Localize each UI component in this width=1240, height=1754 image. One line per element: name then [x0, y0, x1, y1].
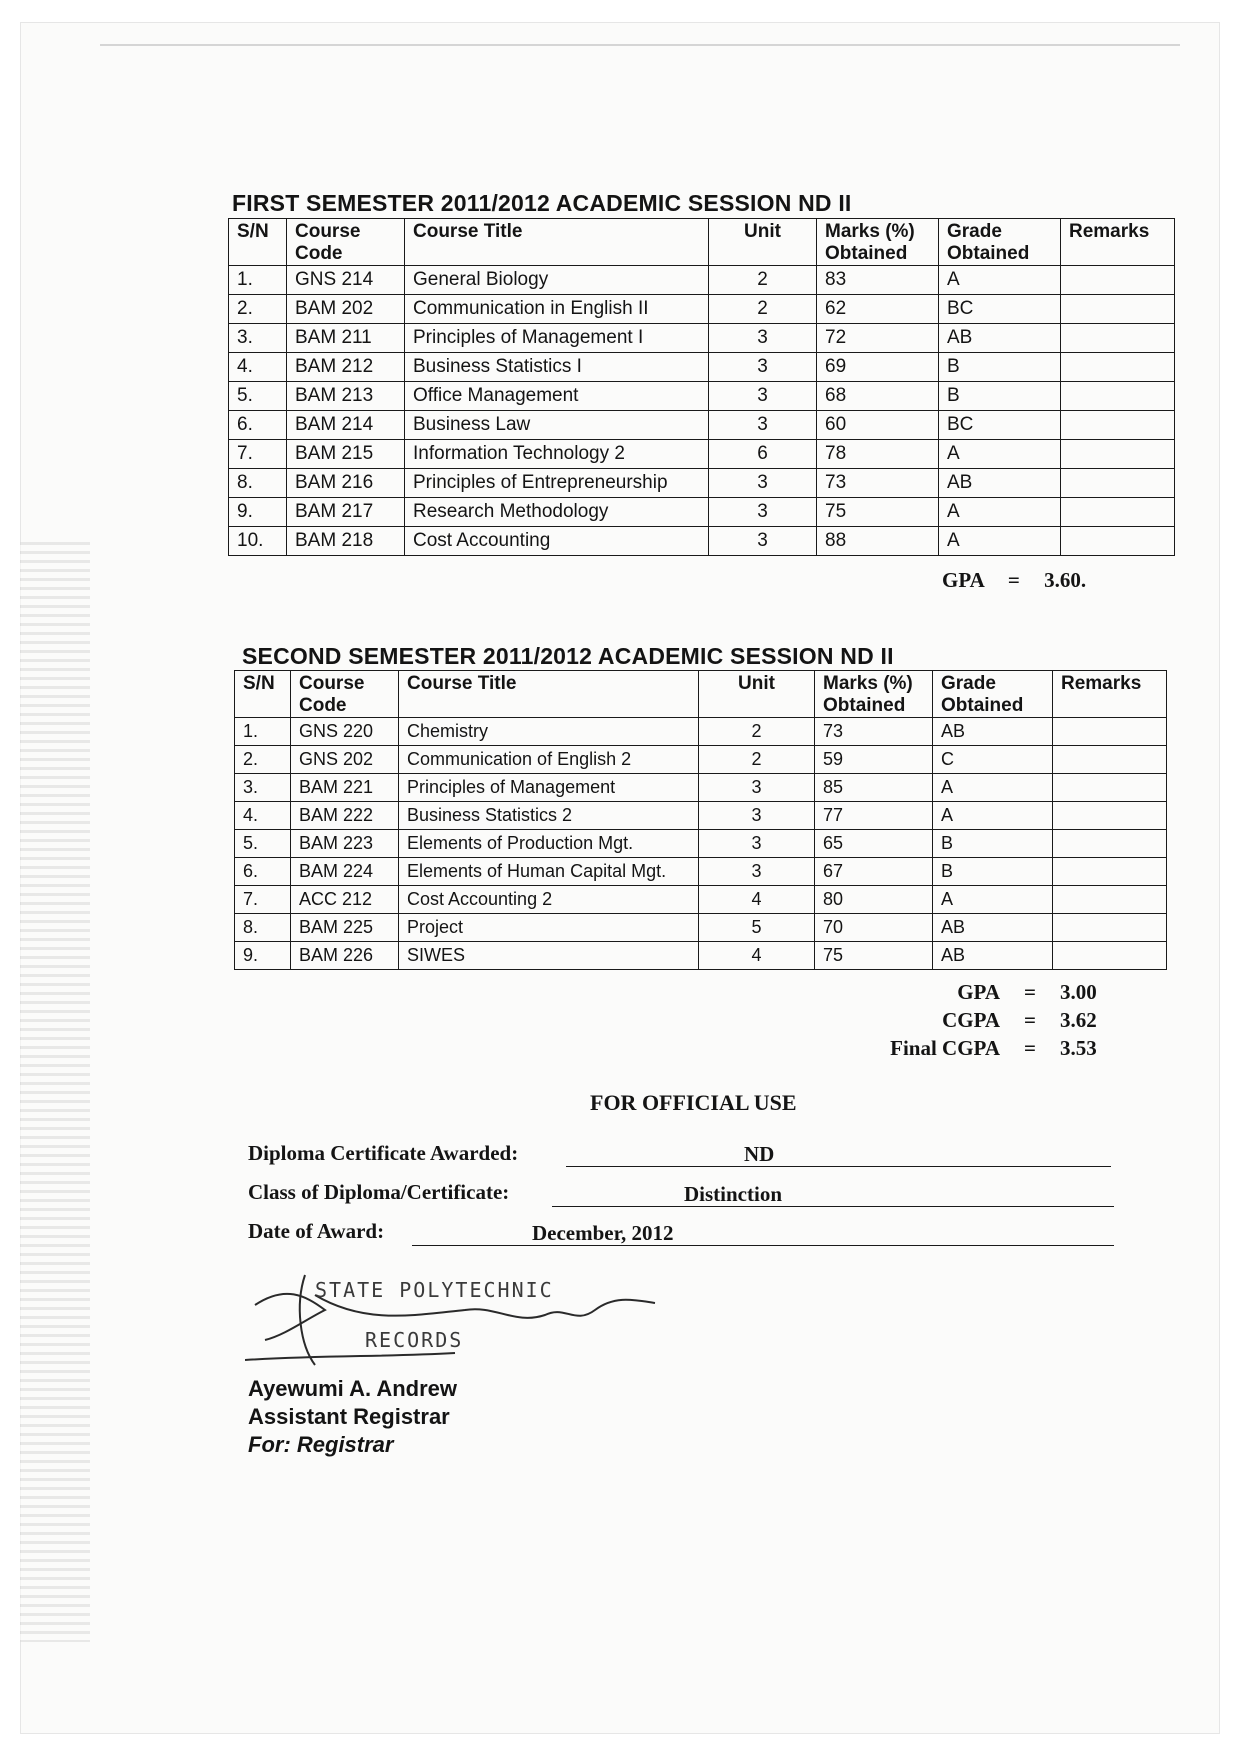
- cell-marks: 75: [815, 942, 933, 970]
- cell-title: Office Management: [405, 382, 709, 411]
- table-row: [235, 830, 1167, 858]
- date-value: December, 2012: [532, 1221, 674, 1245]
- cell-remarks: [1061, 382, 1175, 411]
- cell-sn: 1.: [229, 266, 287, 295]
- cell-title: Business Law: [405, 411, 709, 440]
- cell-unit: 2: [709, 295, 817, 324]
- table-row: [235, 774, 1167, 802]
- cell-sn: 2.: [235, 746, 291, 774]
- cell-sn: 6.: [235, 858, 291, 886]
- cell-remarks: [1053, 746, 1167, 774]
- header-remarks: Remarks: [1053, 671, 1167, 718]
- cell-code: BAM 224: [291, 858, 399, 886]
- cell-marks: 59: [815, 746, 933, 774]
- cell-unit: 3: [709, 353, 817, 382]
- table-row: [229, 382, 1175, 411]
- cell-title: SIWES: [399, 942, 699, 970]
- cell-marks: 67: [815, 858, 933, 886]
- header-sn: S/N: [229, 219, 287, 266]
- table-header-row: [229, 219, 1175, 266]
- cell-title: Project: [399, 914, 699, 942]
- gpa-equals: =: [1007, 568, 1020, 592]
- signatory-name: Ayewumi A. Andrew: [248, 1376, 458, 1401]
- cell-unit: 3: [699, 774, 815, 802]
- signatory-block: [248, 1375, 457, 1459]
- cell-code: BAM 225: [291, 914, 399, 942]
- cell-code: ACC 212: [291, 886, 399, 914]
- cell-sn: 4.: [229, 353, 287, 382]
- cell-unit: 3: [709, 411, 817, 440]
- cell-marks: 65: [815, 830, 933, 858]
- cell-grade: A: [939, 266, 1061, 295]
- cell-unit: 4: [699, 886, 815, 914]
- summary-gpa: GPA = 3.00: [957, 980, 1097, 1004]
- table-row: [229, 527, 1175, 556]
- cell-title: Research Methodology: [405, 498, 709, 527]
- second-semester-rows: [235, 718, 1167, 970]
- cell-marks: 68: [817, 382, 939, 411]
- cell-code: BAM 223: [291, 830, 399, 858]
- cell-grade: A: [933, 774, 1053, 802]
- summary-final-cgpa: Final CGPA = 3.53: [890, 1036, 1097, 1060]
- class-label: Class of Diploma/Certificate:: [248, 1180, 510, 1204]
- cell-unit: 3: [699, 858, 815, 886]
- header-course-title: Course Title: [399, 671, 699, 718]
- cell-grade: B: [939, 382, 1061, 411]
- cell-code: BAM 226: [291, 942, 399, 970]
- cell-sn: 4.: [235, 802, 291, 830]
- second-semester-title: SECOND SEMESTER 2011/2012 ACADEMIC SESSION ND II: [242, 643, 894, 669]
- header-marks: Marks (%) Obtained: [817, 219, 939, 266]
- signatory-for: For: Registrar: [248, 1432, 394, 1457]
- header-sn: S/N: [235, 671, 291, 718]
- signatory-role: Assistant Registrar: [248, 1404, 450, 1429]
- cell-remarks: [1061, 469, 1175, 498]
- cell-title: Cost Accounting 2: [399, 886, 699, 914]
- class-field: [552, 1182, 1114, 1207]
- class-value: Distinction: [684, 1182, 783, 1206]
- cell-title: Principles of Entrepreneurship: [405, 469, 709, 498]
- cell-remarks: [1061, 295, 1175, 324]
- cell-sn: 7.: [229, 440, 287, 469]
- cell-unit: 3: [709, 498, 817, 527]
- header-grade: Grade Obtained: [939, 219, 1061, 266]
- table-row: [235, 914, 1167, 942]
- cell-grade: C: [933, 746, 1053, 774]
- cell-code: BAM 214: [287, 411, 405, 440]
- cell-unit: 3: [709, 469, 817, 498]
- table-row: [229, 295, 1175, 324]
- header-unit: Unit: [699, 671, 815, 718]
- cell-unit: 2: [699, 746, 815, 774]
- cell-remarks: [1053, 774, 1167, 802]
- cell-remarks: [1061, 324, 1175, 353]
- cell-title: Principles of Management: [399, 774, 699, 802]
- cell-remarks: [1061, 411, 1175, 440]
- cell-grade: A: [933, 802, 1053, 830]
- diploma-label: Diploma Certificate Awarded:: [248, 1141, 519, 1165]
- cell-unit: 3: [699, 802, 815, 830]
- cell-unit: 5: [699, 914, 815, 942]
- official-use-heading: FOR OFFICIAL USE: [590, 1090, 797, 1115]
- cell-title: Information Technology 2: [405, 440, 709, 469]
- cell-code: BAM 215: [287, 440, 405, 469]
- table-row: [235, 718, 1167, 746]
- cell-grade: AB: [939, 469, 1061, 498]
- stamp-text: STATE POLYTECHNIC: [315, 1278, 554, 1302]
- cell-remarks: [1061, 266, 1175, 295]
- cell-title: Elements of Production Mgt.: [399, 830, 699, 858]
- cell-sn: 2.: [229, 295, 287, 324]
- cell-code: GNS 220: [291, 718, 399, 746]
- cell-grade: BC: [939, 295, 1061, 324]
- header-unit: Unit: [709, 219, 817, 266]
- cell-sn: 3.: [235, 774, 291, 802]
- cell-title: Business Statistics 2: [399, 802, 699, 830]
- cell-title: Chemistry: [399, 718, 699, 746]
- cell-sn: 8.: [229, 469, 287, 498]
- diploma-value: ND: [744, 1142, 775, 1166]
- second-semester-table: [234, 670, 1167, 970]
- cell-code: BAM 218: [287, 527, 405, 556]
- cell-unit: 6: [709, 440, 817, 469]
- cell-grade: AB: [939, 324, 1061, 353]
- cell-grade: A: [933, 886, 1053, 914]
- gpa-label: GPA: [942, 568, 984, 592]
- table-row: [229, 440, 1175, 469]
- cell-unit: 4: [699, 942, 815, 970]
- cell-sn: 9.: [235, 942, 291, 970]
- cell-marks: 62: [817, 295, 939, 324]
- cell-grade: B: [933, 830, 1053, 858]
- cell-sn: 3.: [229, 324, 287, 353]
- cell-title: Business Statistics I: [405, 353, 709, 382]
- cell-marks: 73: [815, 718, 933, 746]
- table-row: [229, 324, 1175, 353]
- cell-code: GNS 202: [291, 746, 399, 774]
- header-course-code: Course Code: [287, 219, 405, 266]
- header-marks: Marks (%) Obtained: [815, 671, 933, 718]
- first-semester-rows: [229, 266, 1175, 556]
- cell-code: BAM 213: [287, 382, 405, 411]
- summary-cgpa: CGPA = 3.62: [942, 1008, 1097, 1032]
- cell-unit: 3: [709, 324, 817, 353]
- page-fold: [100, 44, 1180, 76]
- cell-remarks: [1053, 886, 1167, 914]
- first-semester-table: [228, 218, 1175, 556]
- table-row: [235, 858, 1167, 886]
- table-header-row: [235, 671, 1167, 718]
- cell-remarks: [1061, 498, 1175, 527]
- cell-sn: 7.: [235, 886, 291, 914]
- cell-marks: 88: [817, 527, 939, 556]
- cell-title: Elements of Human Capital Mgt.: [399, 858, 699, 886]
- table-row: [235, 802, 1167, 830]
- cell-remarks: [1061, 527, 1175, 556]
- cell-marks: 75: [817, 498, 939, 527]
- date-field: [412, 1221, 1114, 1246]
- cell-sn: 8.: [235, 914, 291, 942]
- cell-code: BAM 211: [287, 324, 405, 353]
- table-row: [235, 886, 1167, 914]
- header-grade: Grade Obtained: [933, 671, 1053, 718]
- registrar-stamp-signature: [245, 1265, 665, 1375]
- table-row: [235, 746, 1167, 774]
- cell-unit: 3: [709, 382, 817, 411]
- cell-code: BAM 222: [291, 802, 399, 830]
- cell-marks: 69: [817, 353, 939, 382]
- cell-code: BAM 212: [287, 353, 405, 382]
- first-semester-gpa: [942, 568, 1086, 593]
- cell-title: Cost Accounting: [405, 527, 709, 556]
- cell-marks: 70: [815, 914, 933, 942]
- cell-grade: BC: [939, 411, 1061, 440]
- cell-title: Principles of Management I: [405, 324, 709, 353]
- cell-unit: 2: [699, 718, 815, 746]
- header-remarks: Remarks: [1061, 219, 1175, 266]
- diploma-field: [566, 1142, 1111, 1167]
- cell-unit: 3: [709, 527, 817, 556]
- cell-unit: 2: [709, 266, 817, 295]
- cell-grade: A: [939, 498, 1061, 527]
- cell-sn: 10.: [229, 527, 287, 556]
- header-course-code: Course Code: [291, 671, 399, 718]
- cell-sn: 9.: [229, 498, 287, 527]
- gpa-value: 3.60.: [1044, 568, 1087, 592]
- table-row: [229, 469, 1175, 498]
- cell-code: BAM 216: [287, 469, 405, 498]
- cell-marks: 73: [817, 469, 939, 498]
- cell-remarks: [1053, 858, 1167, 886]
- table-row: [235, 942, 1167, 970]
- cell-marks: 80: [815, 886, 933, 914]
- cell-sn: 5.: [235, 830, 291, 858]
- cell-code: BAM 202: [287, 295, 405, 324]
- cell-grade: AB: [933, 942, 1053, 970]
- header-course-title: Course Title: [405, 219, 709, 266]
- first-semester-title: FIRST SEMESTER 2011/2012 ACADEMIC SESSION ND II: [232, 190, 852, 216]
- cell-remarks: [1053, 802, 1167, 830]
- cell-sn: 5.: [229, 382, 287, 411]
- cell-title: General Biology: [405, 266, 709, 295]
- cell-grade: B: [939, 353, 1061, 382]
- cell-marks: 77: [815, 802, 933, 830]
- cell-sn: 1.: [235, 718, 291, 746]
- cell-code: BAM 217: [287, 498, 405, 527]
- table-row: [229, 353, 1175, 382]
- cell-marks: 78: [817, 440, 939, 469]
- cell-remarks: [1053, 718, 1167, 746]
- cell-remarks: [1053, 830, 1167, 858]
- cell-grade: B: [933, 858, 1053, 886]
- cell-code: GNS 214: [287, 266, 405, 295]
- cell-remarks: [1061, 440, 1175, 469]
- cell-grade: AB: [933, 718, 1053, 746]
- stamp-text-2: RECORDS: [365, 1328, 464, 1352]
- cell-remarks: [1053, 942, 1167, 970]
- cell-title: Communication of English 2: [399, 746, 699, 774]
- table-row: [229, 266, 1175, 295]
- cell-grade: A: [939, 440, 1061, 469]
- cell-unit: 3: [699, 830, 815, 858]
- cell-marks: 60: [817, 411, 939, 440]
- cell-remarks: [1053, 914, 1167, 942]
- cell-sn: 6.: [229, 411, 287, 440]
- cell-marks: 85: [815, 774, 933, 802]
- date-label: Date of Award:: [248, 1219, 385, 1243]
- cell-code: BAM 221: [291, 774, 399, 802]
- binding-marks: [20, 542, 90, 1642]
- cell-grade: AB: [933, 914, 1053, 942]
- cell-title: Communication in English II: [405, 295, 709, 324]
- cell-grade: A: [939, 527, 1061, 556]
- cell-marks: 83: [817, 266, 939, 295]
- cell-remarks: [1061, 353, 1175, 382]
- table-row: [229, 498, 1175, 527]
- cell-marks: 72: [817, 324, 939, 353]
- table-row: [229, 411, 1175, 440]
